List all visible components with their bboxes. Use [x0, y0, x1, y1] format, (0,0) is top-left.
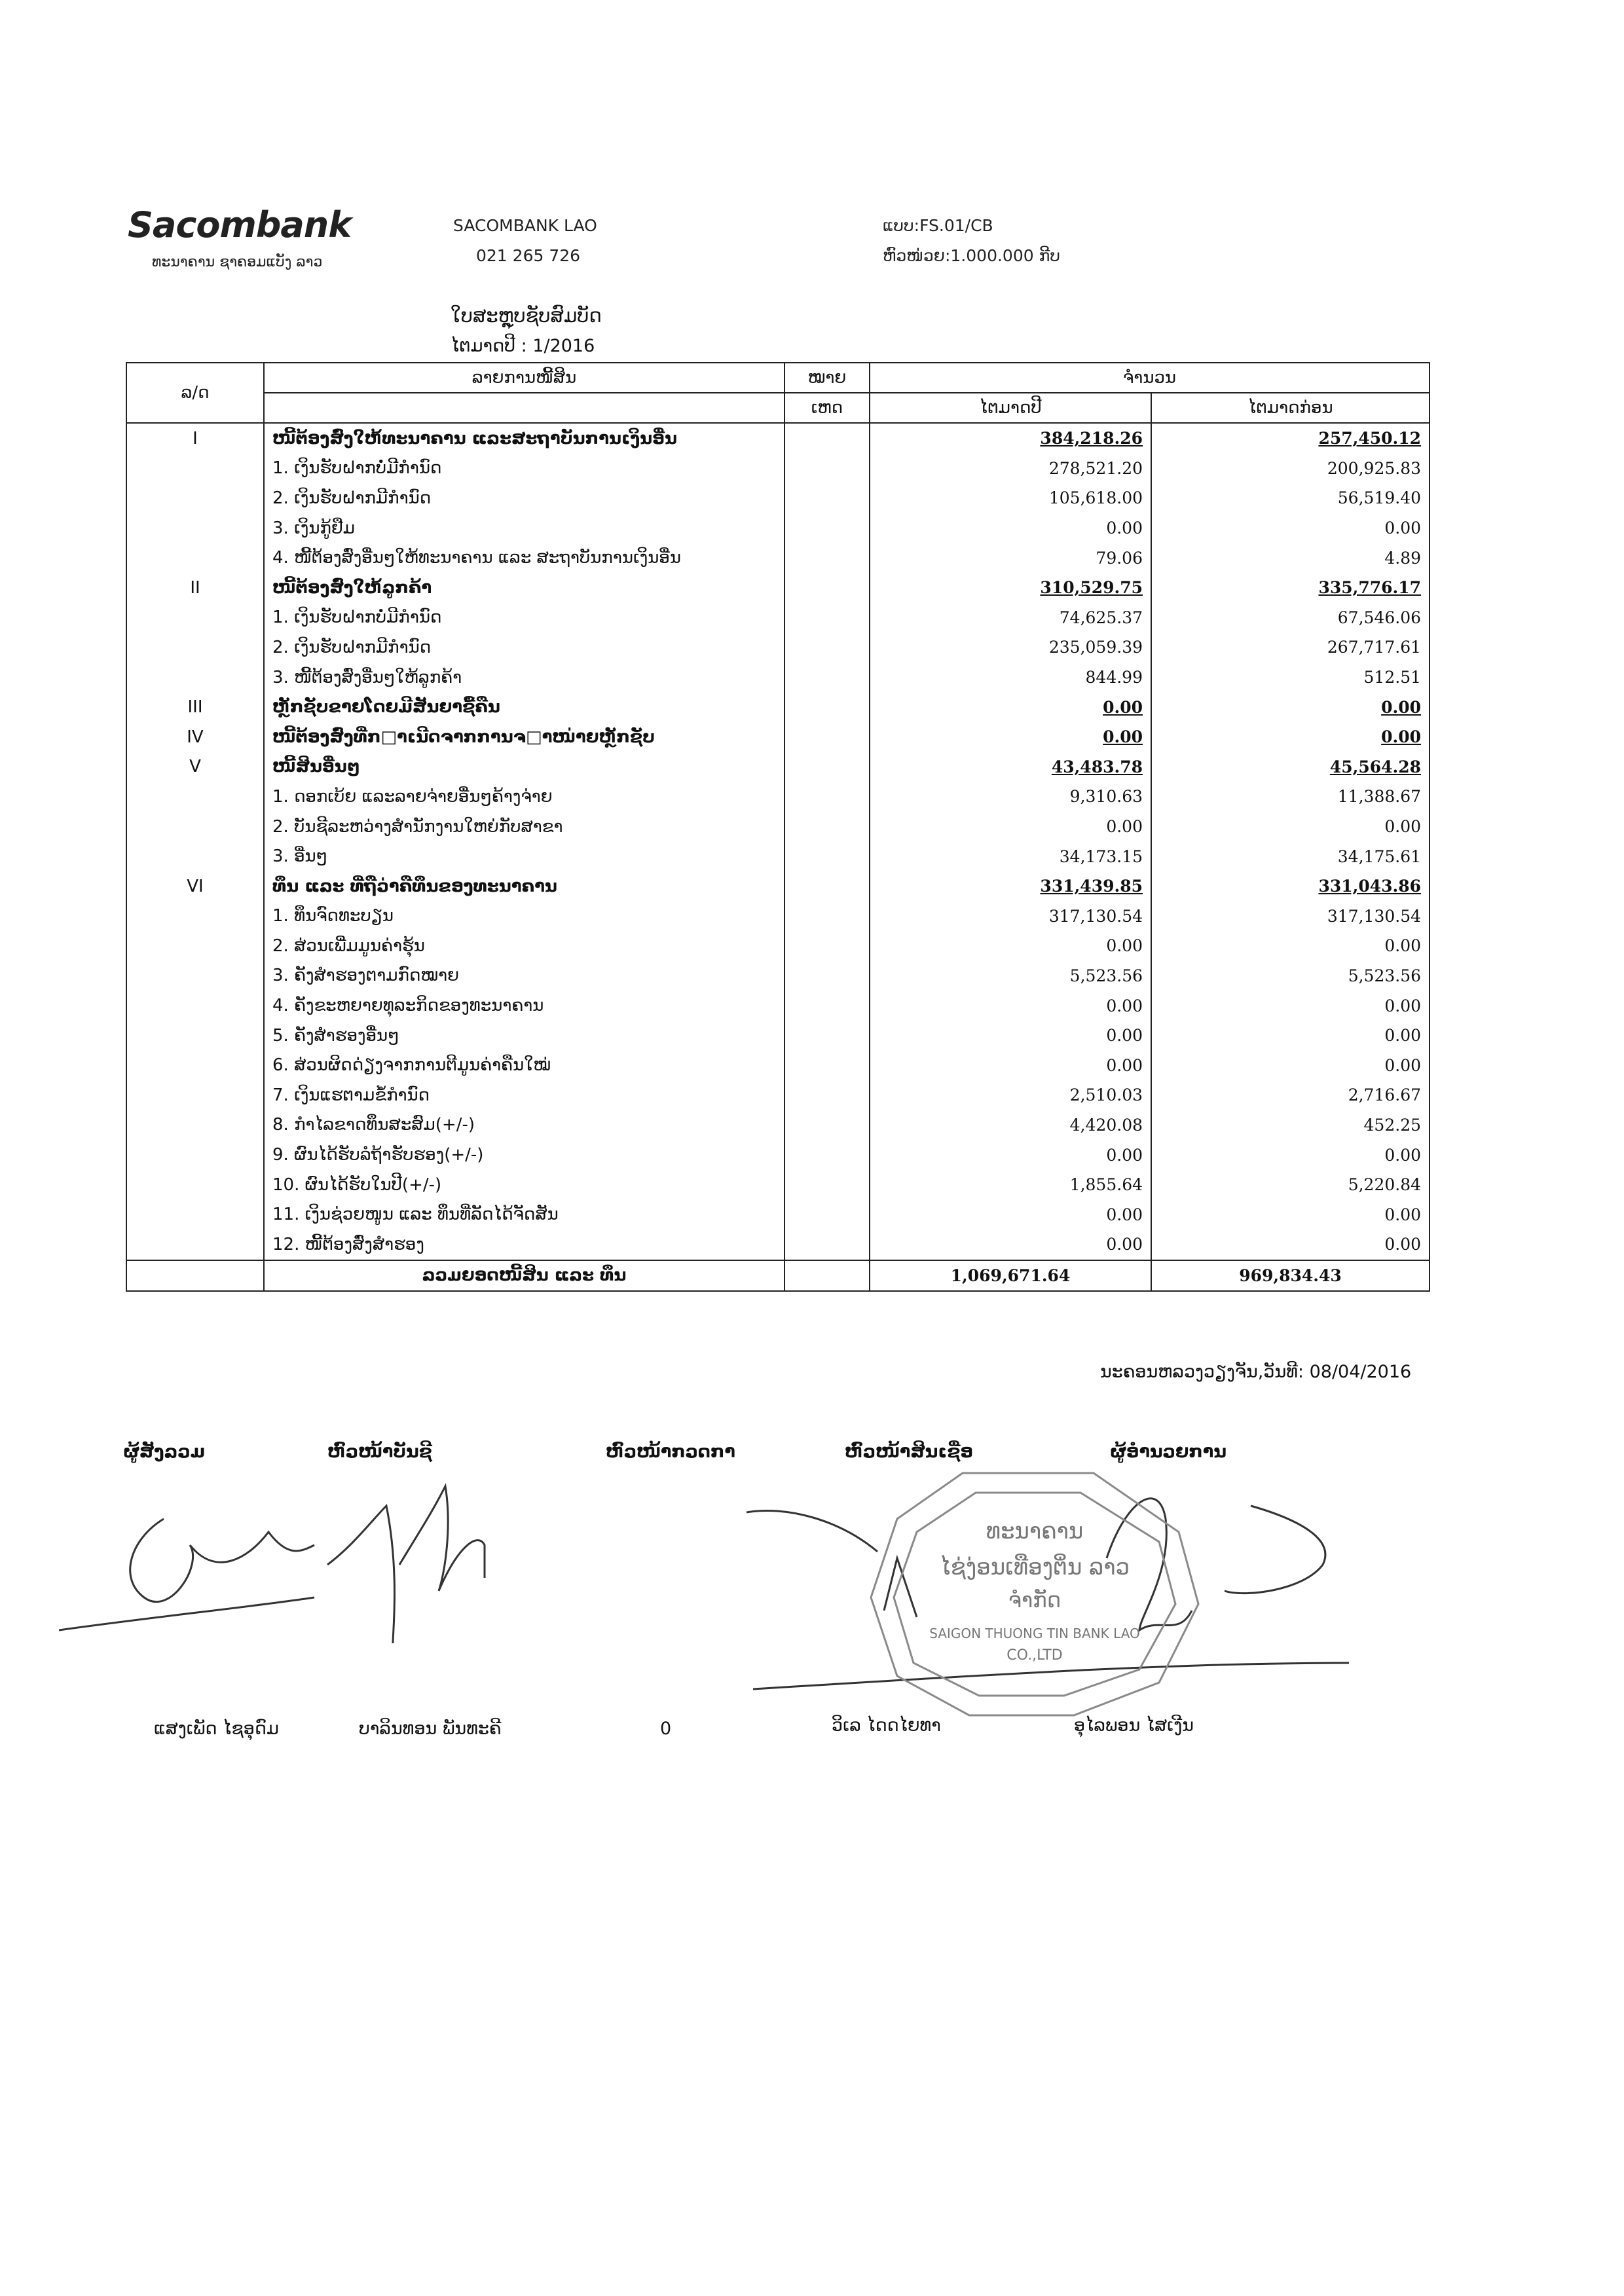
table-row: [126, 991, 1430, 1021]
total-number: [126, 1260, 264, 1292]
row-note: [784, 454, 870, 484]
row-current-value: 0.00: [870, 1230, 1151, 1260]
row-current-value: 0.00: [870, 1050, 1151, 1080]
row-item: 1. ດອກເບ້ຍ ແລະລາຍຈ່າຍອື່ນໆຄ້າງຈ່າຍ: [264, 782, 784, 812]
table-row: [126, 1140, 1430, 1170]
row-current-value: 0.00: [870, 1021, 1151, 1051]
table-row: [126, 573, 1430, 603]
row-current-value: 384,218.26: [870, 423, 1151, 454]
row-current-value: 0.00: [870, 991, 1151, 1021]
row-item: 2. ເງິນຮັບຝາກມີກຳນົດ: [264, 632, 784, 663]
row-current-value: 310,529.75: [870, 573, 1151, 603]
row-item: 4. ໜີ້ຕ້ອງສົ່ງອື່ນໆໃຫ້ທະນາຄານ ແລະ ສະຖາບັນການເງິນອື່ນ: [264, 543, 784, 573]
row-note: [784, 902, 870, 932]
signer-name-accountant: ບາລິນທອນ ພັນທະຄີ: [359, 1719, 502, 1739]
signer-name-auditor: 0: [660, 1719, 672, 1739]
signer-title-auditor: ຫົວໜ້າກວດກາ: [606, 1442, 735, 1462]
form-code: ແບບ:FS.01/CB: [883, 216, 993, 235]
row-note: [784, 722, 870, 752]
row-note: [784, 991, 870, 1021]
row-item: 4. ຄັງຂະຫຍາຍທຸລະກິດຂອງທະນາຄານ: [264, 991, 784, 1021]
row-number: [126, 991, 264, 1021]
row-current-value: 74,625.37: [870, 603, 1151, 633]
row-item: ໜີ້ຕ້ອງສົ່ງໃຫ້ລູກຄ້າ: [264, 573, 784, 603]
table-row: [126, 752, 1430, 782]
table-row: [126, 423, 1430, 454]
row-note: [784, 1021, 870, 1051]
row-item: 2. ບັນຊີລະຫວ່າງສຳນັກງານໃຫຍ່ກັບສາຂາ: [264, 812, 784, 842]
row-note: [784, 423, 870, 454]
row-note: [784, 812, 870, 842]
table-row: [126, 543, 1430, 573]
row-item: 7. ເງິນແຮຕາມຂໍ້ກຳນົດ: [264, 1080, 784, 1110]
place-date: ນະຄອນຫລວງວຽງຈັນ,ວັນທີ: 08/04/2016: [1100, 1362, 1412, 1382]
row-note: [784, 782, 870, 812]
row-current-value: 235,059.39: [870, 632, 1151, 663]
table-row: [126, 513, 1430, 543]
table-row: [126, 841, 1430, 871]
header-note-top: ໝາຍ: [784, 363, 870, 393]
row-previous-value: 0.00: [1151, 722, 1430, 752]
row-previous-value: 2,716.67: [1151, 1080, 1430, 1110]
table-row: [126, 1021, 1430, 1051]
row-note: [784, 663, 870, 693]
table-row: [126, 1110, 1430, 1140]
signer-name-director: ອຸໄລພອນ ໄສເງີນ: [1074, 1715, 1194, 1736]
row-current-value: 317,130.54: [870, 902, 1151, 932]
signer-title-compiler: ຜູ້ສັງລວມ: [123, 1442, 206, 1462]
row-previous-value: 257,450.12: [1151, 423, 1430, 454]
table-row: [126, 871, 1430, 902]
row-note: [784, 692, 870, 722]
total-label: ລວມຍອດໜີ້ສິນ ແລະ ທຶນ: [264, 1260, 784, 1292]
row-item: 1. ເງິນຮັບຝາກບໍ່ມີກຳນົດ: [264, 603, 784, 633]
row-current-value: 0.00: [870, 1199, 1151, 1230]
balance-sheet-table: [126, 362, 1430, 1292]
row-previous-value: 5,523.56: [1151, 961, 1430, 991]
row-number: [126, 841, 264, 871]
table-row: [126, 812, 1430, 842]
header-previous: ໄຕມາດກ່ອນ: [1151, 393, 1430, 423]
row-previous-value: 267,717.61: [1151, 632, 1430, 663]
header-no: ລ/ດ: [126, 363, 264, 423]
row-previous-value: 11,388.67: [1151, 782, 1430, 812]
table-row: [126, 1170, 1430, 1200]
row-number: [126, 902, 264, 932]
row-number: II: [126, 573, 264, 603]
row-number: [126, 1170, 264, 1200]
row-previous-value: 0.00: [1151, 692, 1430, 722]
row-current-value: 0.00: [870, 513, 1151, 543]
row-item: 1. ທຶນຈົດທະບຽນ: [264, 902, 784, 932]
table-row: [126, 931, 1430, 961]
table-row: [126, 454, 1430, 484]
stamp-line-1: ທະນາຄານ: [986, 1518, 1084, 1544]
signature-accountant: [327, 1486, 485, 1643]
row-note: [784, 1080, 870, 1110]
table-row: [126, 782, 1430, 812]
stamp-line-4: SAIGON THUONG TIN BANK LAO: [929, 1626, 1140, 1641]
row-note: [784, 752, 870, 782]
total-note: [784, 1260, 870, 1292]
row-previous-value: 331,043.86: [1151, 871, 1430, 902]
row-previous-value: 34,175.61: [1151, 841, 1430, 871]
row-previous-value: 0.00: [1151, 812, 1430, 842]
row-current-value: 79.06: [870, 543, 1151, 573]
signature-compiler: [59, 1519, 314, 1630]
row-note: [784, 961, 870, 991]
row-item: 3. ເງິນກູ້ຢືມ: [264, 513, 784, 543]
bank-name: SACOMBANK LAO: [453, 216, 597, 235]
row-number: [126, 1230, 264, 1260]
row-note: [784, 513, 870, 543]
row-number: [126, 782, 264, 812]
bank-phone: 021 265 726: [476, 246, 581, 265]
row-number: [126, 812, 264, 842]
row-current-value: 34,173.15: [870, 841, 1151, 871]
row-note: [784, 483, 870, 513]
row-item: 2. ສ່ວນເພີ່ມມູນຄ່າຮຸ້ນ: [264, 931, 784, 961]
row-item: 8. ກຳໄລຂາດທຶນສະສົມ(+/-): [264, 1110, 784, 1140]
row-item: ຫຼັກຊັບຂາຍໂດຍມີສັນຍາຊື້ຄືນ: [264, 692, 784, 722]
row-note: [784, 1110, 870, 1140]
total-previous-value: 969,834.43: [1151, 1260, 1430, 1292]
row-number: [126, 1110, 264, 1140]
row-number: IV: [126, 722, 264, 752]
row-current-value: 0.00: [870, 931, 1151, 961]
row-item: 9. ຜົນໄດ້ຮັບລໍຖ້າຮັບຮອງ(+/-): [264, 1140, 784, 1170]
row-note: [784, 573, 870, 603]
row-note: [784, 1230, 870, 1260]
table-row: [126, 902, 1430, 932]
row-previous-value: 0.00: [1151, 1021, 1430, 1051]
table-row: [126, 961, 1430, 991]
row-note: [784, 871, 870, 902]
row-number: [126, 454, 264, 484]
row-current-value: 2,510.03: [870, 1080, 1151, 1110]
row-number: [126, 1080, 264, 1110]
row-note: [784, 1170, 870, 1200]
header-note-bottom: ເຫດ: [784, 393, 870, 423]
header-amount: ຈຳນວນ: [870, 363, 1430, 393]
table-row: [126, 632, 1430, 663]
row-previous-value: 335,776.17: [1151, 573, 1430, 603]
row-item: ທຶນ ແລະ ທີ່ຖືວ່າຄືທຶນຂອງທະນາຄານ: [264, 871, 784, 902]
table-row: [126, 722, 1430, 752]
row-previous-value: 0.00: [1151, 1230, 1430, 1260]
signer-title-accountant: ຫົວໜ້າບັນຊີ: [327, 1442, 432, 1462]
row-current-value: 0.00: [870, 812, 1151, 842]
row-previous-value: 317,130.54: [1151, 902, 1430, 932]
row-previous-value: 5,220.84: [1151, 1170, 1430, 1200]
row-item: 12. ໜີ້ຕ້ອງສົ່ງສຳຮອງ: [264, 1230, 784, 1260]
row-number: I: [126, 423, 264, 454]
row-number: [126, 603, 264, 633]
row-previous-value: 67,546.06: [1151, 603, 1430, 633]
row-number: [126, 513, 264, 543]
total-current-value: 1,069,671.64: [870, 1260, 1151, 1292]
row-item: 6. ສ່ວນຜິດດ່ຽງຈາກການຕີມູນຄ່າຄືນໃໝ່: [264, 1050, 784, 1080]
row-item: 2. ເງິນຮັບຝາກມີກຳນົດ: [264, 483, 784, 513]
row-note: [784, 841, 870, 871]
row-previous-value: 0.00: [1151, 991, 1430, 1021]
row-item: ໜີ້ຕ້ອງສົ່ງທີ່ກ□າເນີດຈາກການຈ□າໜ່າຍຫຼັກຊັບ: [264, 722, 784, 752]
row-number: [126, 483, 264, 513]
row-previous-value: 0.00: [1151, 931, 1430, 961]
row-note: [784, 1050, 870, 1080]
row-current-value: 43,483.78: [870, 752, 1151, 782]
row-previous-value: 0.00: [1151, 513, 1430, 543]
row-number: [126, 663, 264, 693]
row-current-value: 1,855.64: [870, 1170, 1151, 1200]
row-current-value: 105,618.00: [870, 483, 1151, 513]
row-current-value: 0.00: [870, 1140, 1151, 1170]
row-number: [126, 1140, 264, 1170]
total-row: [126, 1260, 1430, 1292]
row-current-value: 0.00: [870, 692, 1151, 722]
row-number: III: [126, 692, 264, 722]
row-current-value: 4,420.08: [870, 1110, 1151, 1140]
row-note: [784, 603, 870, 633]
row-previous-value: 0.00: [1151, 1050, 1430, 1080]
signer-title-director: ຜູ້ອຳນວຍການ: [1110, 1442, 1227, 1462]
table-row: [126, 692, 1430, 722]
row-number: [126, 961, 264, 991]
row-item: ໜີ້ຕ້ອງສົ່ງໃຫ້ທະນາຄານ ແລະສະຖາບັນການເງິນອື່ນ: [264, 423, 784, 454]
row-current-value: 9,310.63: [870, 782, 1151, 812]
stamp-line-5: CO.,LTD: [1006, 1647, 1063, 1664]
row-previous-value: 200,925.83: [1151, 454, 1430, 484]
row-previous-value: 56,519.40: [1151, 483, 1430, 513]
row-number: [126, 632, 264, 663]
row-note: [784, 931, 870, 961]
row-number: [126, 1199, 264, 1230]
row-item: 1. ເງິນຮັບຝາກບໍ່ມີກຳນົດ: [264, 454, 784, 484]
row-current-value: 0.00: [870, 722, 1151, 752]
row-number: [126, 1021, 264, 1051]
report-title: ໃບສະຫຼຸບຊັບສົມບັດ: [451, 304, 602, 327]
row-item: 11. ເງິນຊ່ວຍໜູນ ແລະ ທຶນທີ່ລັດໄດ້ຈັດສັນ: [264, 1199, 784, 1230]
row-note: [784, 1199, 870, 1230]
row-number: [126, 1050, 264, 1080]
table-row: [126, 483, 1430, 513]
table-row: [126, 1080, 1430, 1110]
row-number: V: [126, 752, 264, 782]
row-item: 5. ຄັງສຳຮອງອື່ນໆ: [264, 1021, 784, 1051]
row-item: 3. ໜີ້ຕ້ອງສົ່ງອື່ນໆໃຫ້ລູກຄ້າ: [264, 663, 784, 693]
stamp-line-2: ໄຊ່ງ່ອນເທືອງຕິ່ນ ລາວ: [939, 1554, 1130, 1580]
row-number: VI: [126, 871, 264, 902]
unit-label: ຫົວໜ່ວຍ:1.000.000 ກີບ: [883, 246, 1060, 265]
table-row: [126, 663, 1430, 693]
row-previous-value: 0.00: [1151, 1199, 1430, 1230]
signatures-and-stamp: [52, 1467, 1441, 1728]
header-item-blank: [264, 393, 784, 423]
row-previous-value: 4.89: [1151, 543, 1430, 573]
row-item: 10. ຜົນໄດ້ຮັບໃນປີ(+/-): [264, 1170, 784, 1200]
row-current-value: 844.99: [870, 663, 1151, 693]
report-period: ໄຕມາດປີ : 1/2016: [451, 336, 595, 356]
row-item: 3. ອື່ນໆ: [264, 841, 784, 871]
signer-name-compiler: ແສງເພັດ ໄຊອຸດົມ: [154, 1719, 279, 1739]
header-item: ລາຍການໜີ້ສິນ: [264, 363, 784, 393]
row-current-value: 5,523.56: [870, 961, 1151, 991]
table-row: [126, 1199, 1430, 1230]
row-number: [126, 931, 264, 961]
row-current-value: 331,439.85: [870, 871, 1151, 902]
row-number: [126, 543, 264, 573]
row-previous-value: 0.00: [1151, 1140, 1430, 1170]
bank-logo-subtitle: ທະນາຄານ ຊາຄອມແບັງ ລາວ: [152, 254, 323, 270]
table-row: [126, 1050, 1430, 1080]
signer-title-credit: ຫົວໜ້າສິນເຊື່ອ: [845, 1442, 973, 1462]
row-note: [784, 632, 870, 663]
table-row: [126, 1230, 1430, 1260]
row-previous-value: 512.51: [1151, 663, 1430, 693]
stamp-line-3: ຈຳກັດ: [1008, 1588, 1061, 1613]
row-current-value: 278,521.20: [870, 454, 1151, 484]
bank-logo: Sacombank: [128, 204, 352, 246]
row-previous-value: 452.25: [1151, 1110, 1430, 1140]
row-note: [784, 543, 870, 573]
row-item: 3. ຄັງສຳຮອງຕາມກົດໝາຍ: [264, 961, 784, 991]
row-previous-value: 45,564.28: [1151, 752, 1430, 782]
header-current: ໄຕມາດປີ: [870, 393, 1151, 423]
row-item: ໜີ້ສິນອື່ນໆ: [264, 752, 784, 782]
signer-name-credit: ວິເລ ໄດດໄຍທາ: [832, 1715, 941, 1736]
table-row: [126, 603, 1430, 633]
row-note: [784, 1140, 870, 1170]
